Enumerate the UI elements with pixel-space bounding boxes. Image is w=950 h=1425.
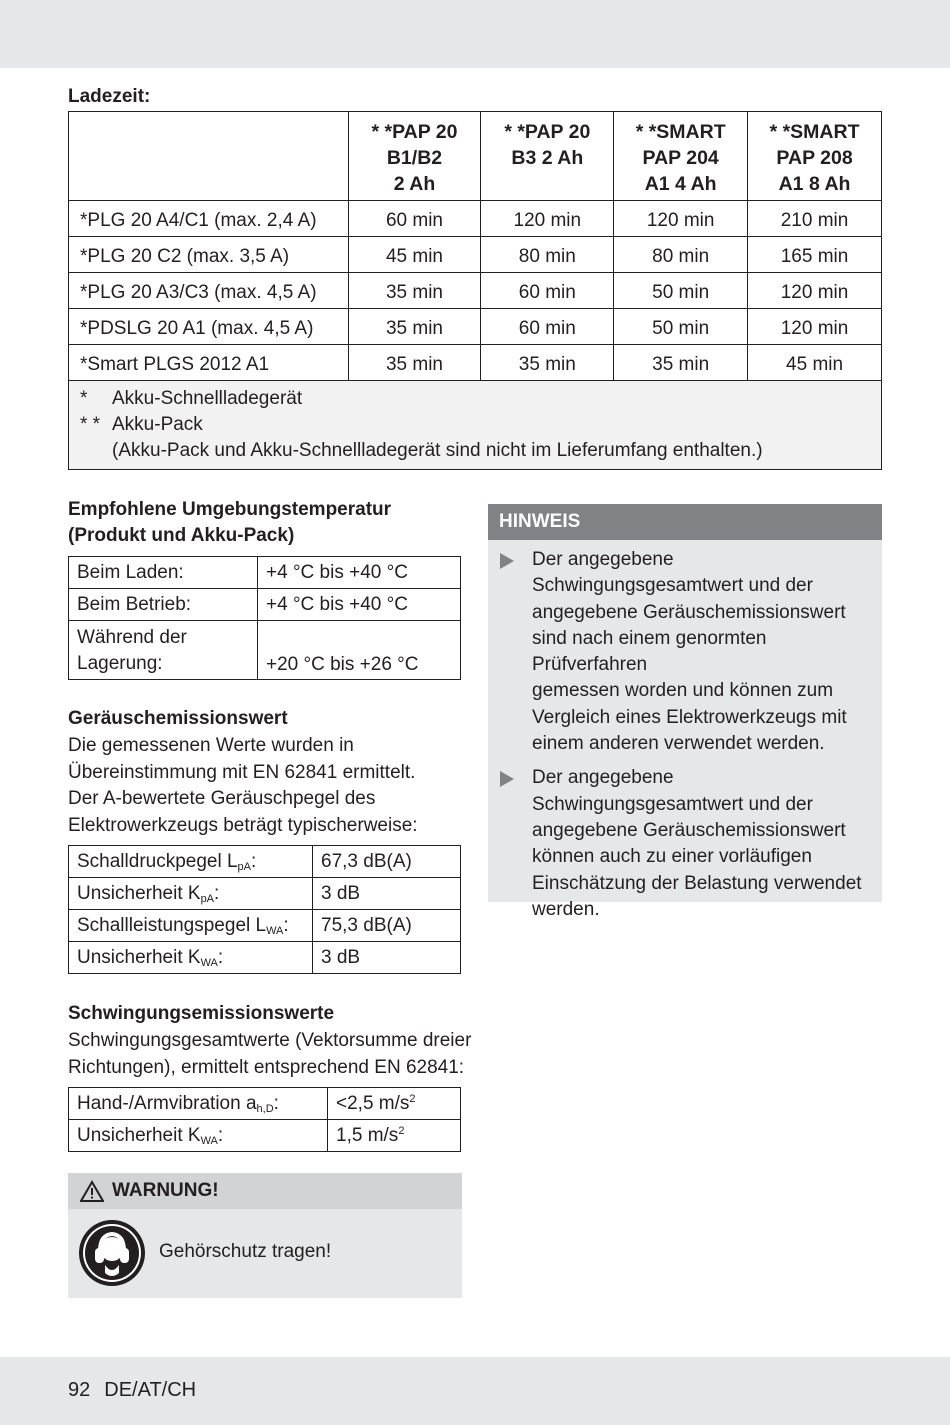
hinweis-title: HINWEIS [488,504,882,540]
bullet-triangle-icon [500,771,514,787]
vibration-description [68,1028,471,1081]
table-row [69,309,882,345]
cell: 60 min [348,201,481,237]
noise-title: Geräuschemissionswert [68,708,288,729]
hinweis-item [488,765,882,923]
page-number: 92 [68,1379,91,1401]
text-line: Schwingungsgesamtwerte (Vektorsumme dreier [68,1030,472,1051]
cell: 45 min [748,345,882,381]
charge-col-header [348,112,481,201]
warning-text: Gehörschutz tragen! [159,1241,332,1262]
text-line: werden. [532,898,600,920]
cell: 120 min [748,273,882,309]
col-line: A1 8 Ah [778,173,851,195]
label-subscript: pA [200,892,215,905]
table-row [69,878,461,910]
temperature-table [68,556,461,680]
note-mark: * [80,388,88,409]
value-superscript: 2 [409,1092,416,1105]
cell: 120 min [481,201,614,237]
label-subscript: h,D [256,1102,274,1115]
cell: 35 min [614,345,748,381]
text-line: Der angegebene [532,767,674,789]
warning-title: WARNUNG! [112,1180,219,1201]
ear-protection-icon [78,1219,146,1287]
vibration-table [68,1087,461,1152]
text-line: Schwingungsgesamtwert und der [532,793,813,815]
cell: 60 min [481,309,614,345]
text-line: angegebene Geräuschemissionswert [532,819,846,841]
row-label [69,1088,328,1120]
note-line [80,438,870,464]
charge-table [68,111,882,470]
table-notes [69,381,882,470]
value-superscript: 2 [398,1124,405,1137]
cell: 50 min [614,309,748,345]
text-line: angegebene Geräuschemissionswert [532,601,846,623]
region-code: DE/AT/CH [104,1379,197,1401]
col-line: PAP 208 [776,147,853,169]
row-label [69,846,313,878]
hinweis-item [488,547,882,757]
note-text: Akku-Schnellladegerät [112,388,303,409]
label-text: Schalldruckpegel L [77,850,238,872]
text-line: Einschätzung der Belastung verwendet [532,872,862,894]
hinweis-box [488,504,882,920]
text-line: können auch zu einer vorläufigen [532,846,812,868]
text-line: Übereinstimmung mit EN 62841 ermittelt. [68,761,416,783]
col-line: * *SMART [769,121,860,143]
col-line: B1/B2 [386,147,443,169]
row-label: *PLG 20 C2 (max. 3,5 A) [69,237,349,273]
row-label: *PLG 20 A3/C3 (max. 4,5 A) [69,273,349,309]
cell: 120 min [614,201,748,237]
col-line: 2 Ah [393,173,436,195]
label-suffix: : [217,946,224,968]
label-text: Hand-/Armvibration a [77,1092,257,1114]
col-line: * *PAP 20 [504,121,591,143]
label-text: Unsicherheit K [77,946,201,968]
label-suffix: : [273,1092,279,1114]
cell [328,1120,461,1152]
label-subscript: pA [237,860,252,873]
row-label: *Smart PLGS 2012 A1 [69,345,349,381]
cell: 50 min [614,273,748,309]
cell: 120 min [748,309,882,345]
charge-col-header [748,112,882,201]
table-row [69,557,461,589]
cell: 75,3 dB(A) [313,910,461,942]
note-line [80,386,870,412]
cell: 35 min [348,345,481,381]
text-line: Richtungen), ermittelt entsprechend EN 62841: [68,1056,465,1078]
row-label [69,621,258,680]
text-line: Schwingungsgesamtwert und der [532,575,813,597]
table-row [69,273,882,309]
vibration-title: Schwingungsemissionswerte [68,1003,335,1024]
table-row [69,621,461,680]
temperature-title [68,497,391,549]
cell: 45 min [348,237,481,273]
charge-header-empty [69,112,349,201]
table-row [69,345,882,381]
label-suffix: : [251,850,257,872]
label-text: Unsicherheit K [77,1124,201,1146]
cell: 80 min [481,237,614,273]
col-line: A1 4 Ah [644,173,717,195]
text-line: Elektrowerkzeugs beträgt typischerweise: [68,814,418,836]
col-line: B3 2 Ah [511,147,584,169]
text-line: gemessen worden und können zum [532,680,834,702]
charge-header-row [69,112,882,201]
note-mark-spacer [80,438,112,464]
text-line: Der angegebene [532,549,674,570]
note-text: Akku-Pack [112,414,203,435]
cell: 35 min [481,345,614,381]
label-subscript: WA [266,924,284,937]
label-suffix: : [283,914,289,936]
top-band [0,0,950,68]
charge-col-header [481,112,614,201]
cell: +4 °C bis +40 °C [258,557,461,589]
charge-title: Ladezeit: [68,86,151,107]
label-suffix: : [214,882,220,904]
table-row [69,201,882,237]
text-line: Die gemessenen Werte wurden in [68,735,354,756]
table-row [69,1120,461,1152]
warning-header [68,1173,462,1209]
label-subscript: WA [200,1134,218,1147]
value-text: <2,5 m/s [336,1092,410,1114]
table-row [69,589,461,621]
table-row [69,237,882,273]
title-line: Empfohlene Umgebungstemperatur [68,499,392,520]
row-label: Beim Laden: [69,557,258,589]
label-suffix: : [217,1124,224,1146]
cell: +4 °C bis +40 °C [258,589,461,621]
row-label: Beim Betrieb: [69,589,258,621]
page-footer [68,1379,210,1402]
label-line: Während der [77,627,187,648]
charge-col-header [614,112,748,201]
row-label [69,878,313,910]
col-line: * *SMART [635,121,726,143]
row-label: *PDSLG 20 A1 (max. 4,5 A) [69,309,349,345]
row-label [69,942,313,974]
table-row [69,910,461,942]
cell: 210 min [748,201,882,237]
cell [328,1088,461,1120]
cell: 3 dB [313,878,461,910]
label-text: Schallleistungspegel L [77,914,267,936]
text-line: sind nach einem genormten Prüfverfahren [532,627,767,676]
note-mark: * * [80,414,101,435]
cell: 60 min [481,273,614,309]
notes-row [69,381,882,470]
row-label [69,910,313,942]
warning-triangle-icon [80,1180,104,1202]
value-text: 1,5 m/s [336,1124,399,1146]
cell: 3 dB [313,942,461,974]
noise-description [68,733,418,839]
table-row [69,942,461,974]
bullet-triangle-icon [500,553,514,569]
warning-box [68,1173,462,1298]
note-text: (Akku-Pack und Akku-Schnellladegerät sind nicht im Lieferumfang enthalten.) [112,440,763,461]
text-line: Vergleich eines Elektrowerkzeugs mit [532,706,847,728]
table-row [69,1088,461,1120]
label-text: Unsicherheit K [77,882,201,904]
cell: 67,3 dB(A) [313,846,461,878]
col-line: * *PAP 20 [371,121,458,143]
noise-table [68,845,461,974]
cell: 35 min [348,309,481,345]
row-label [69,1120,328,1152]
note-line [80,412,870,438]
col-line: PAP 204 [642,147,719,169]
label-subscript: WA [200,956,218,969]
title-line: (Produkt und Akku-Pack) [68,525,295,546]
cell: 35 min [348,273,481,309]
cell: 80 min [614,237,748,273]
table-row [69,846,461,878]
text-line: einem anderen verwendet werden. [532,733,825,755]
cell: 165 min [748,237,882,273]
label-line: Lagerung: [77,653,163,674]
text-line: Der A-bewertete Geräuschpegel des [68,788,376,809]
cell: +20 °C bis +26 °C [258,621,461,680]
row-label: *PLG 20 A4/C1 (max. 2,4 A) [69,201,349,237]
